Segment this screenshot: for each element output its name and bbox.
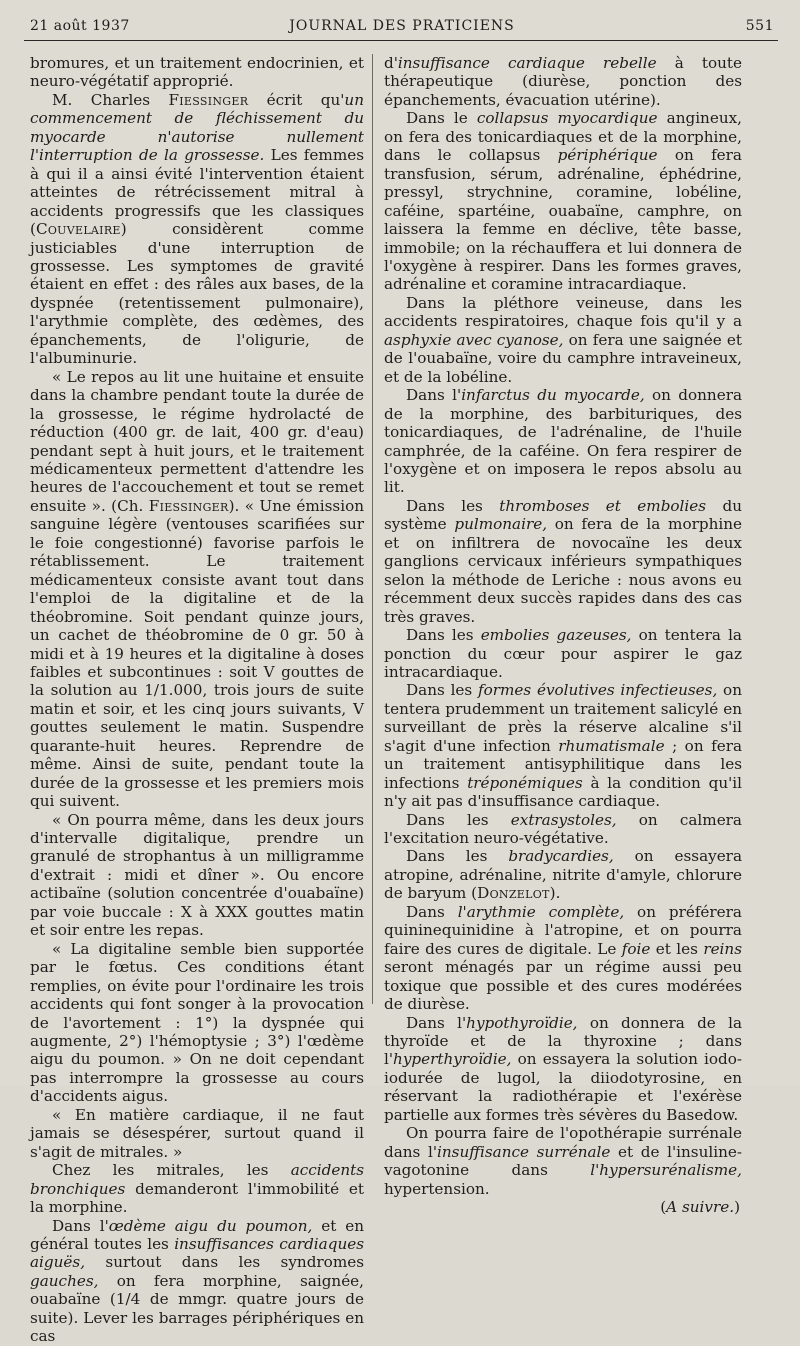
emphasis-text: collapsus myocardique bbox=[476, 109, 658, 128]
paragraph bbox=[30, 368, 364, 811]
emphasis-text: formes évolutives infectieuses, bbox=[477, 681, 718, 700]
text-run: on tentera la ponction du cœur pour aspirer le gaz intracardiaque. bbox=[384, 626, 742, 681]
emphasis-text: extrasystoles, bbox=[510, 810, 617, 829]
paragraph bbox=[384, 1198, 742, 1216]
emphasis-text: insuffisance surrénale bbox=[437, 1142, 611, 1161]
author-name: Fiessinger bbox=[168, 90, 249, 109]
issue-date: 21 août 1937 bbox=[30, 18, 130, 34]
text-run: et en général toutes les bbox=[30, 1216, 364, 1253]
text-run: bromures, et un traitement endocrinien, et neuro-végétatif approprié. bbox=[30, 54, 364, 91]
text-run: angineux, on fera des tonicardiaques et de la morphine, dans le collapsus bbox=[384, 109, 743, 165]
emphasis-text: embolies gazeuses, bbox=[480, 626, 632, 645]
text-run: « La digitaline semble bien supportée par le fœtus. Ces conditions étant remplies, on évite pour l'ordinaire les trois accidents qui font songer à la provocation de l'avortement : 1°) la dyspnée qui augmente, 2°) l'hémoptysie ; 3°) l'œdème aigu du poumon. » On ne doit cependant pas interrompre la grossesse au cours d'accidents aigus. bbox=[30, 939, 364, 1106]
emphasis-text: insuffisances cardiaques aiguës, bbox=[30, 1235, 365, 1272]
text-run: surtout dans les syndromes bbox=[85, 1253, 364, 1272]
emphasis-text: thromboses et embolies bbox=[499, 496, 707, 515]
header-rule bbox=[24, 40, 778, 41]
emphasis-text: accidents bronchiques bbox=[30, 1161, 364, 1198]
paragraph bbox=[30, 54, 364, 91]
text-run: « En matière cardiaque, il ne faut jamais se désespérer, surtout quand il s'agit de mitrales. » bbox=[30, 1105, 364, 1161]
paragraph bbox=[30, 811, 364, 940]
text-run: seront ménagés par un régime aussi peu toxique que possible et des cures modérées de diurèse. bbox=[384, 958, 742, 1014]
paragraph bbox=[384, 497, 742, 626]
paragraph bbox=[384, 1124, 742, 1198]
emphasis-text: asphyxie avec cyanose, bbox=[384, 330, 564, 349]
text-run: à toute thérapeutique (diurèse, ponction des épanchements, évacuation utérine). bbox=[384, 54, 742, 109]
text-run: Les femmes à qui il a ainsi évité l'intervention étaient atteintes de rétrécissement mitral à accidents progressifs que les classiques ( bbox=[30, 146, 365, 239]
author-name: Donzelot bbox=[477, 884, 550, 903]
emphasis-text: gauches, bbox=[30, 1271, 99, 1290]
text-run: Dans l' bbox=[52, 1216, 109, 1235]
text-run: Chez les mitrales, les bbox=[52, 1161, 291, 1180]
text-run: écrit qu' bbox=[248, 90, 345, 109]
text-run: hypertension. bbox=[384, 1179, 490, 1198]
paragraph bbox=[384, 903, 742, 1014]
text-run: ) bbox=[734, 1198, 740, 1217]
text-run: Dans les bbox=[406, 681, 478, 700]
text-run: M. Charles bbox=[52, 90, 169, 109]
text-run: Dans l' bbox=[406, 1013, 467, 1032]
text-run: Dans les bbox=[406, 847, 509, 866]
column-divider bbox=[372, 54, 373, 1004]
journal-title: JOURNAL DES PRATICIENS bbox=[289, 18, 515, 34]
page-number: 551 bbox=[745, 18, 774, 34]
text-run: On pourra faire de l'opothérapie surrénale dans l' bbox=[384, 1124, 742, 1161]
text-run: on essayera la solution iodo-iodurée de lugol, la diiodotyrosine, en réservant la radiothérapie et l'exérèse partielle aux formes très sévères du Basedow. bbox=[384, 1050, 742, 1124]
emphasis-text: un commencement de fléchissement du myocarde n'autorise nullement l'interruption de la grossesse. bbox=[30, 90, 364, 165]
text-run: Dans la pléthore veineuse, dans les accidents respiratoires, chaque fois qu'il y a bbox=[384, 293, 742, 331]
emphasis-text: infarctus du myocarde, bbox=[461, 386, 645, 405]
text-run: ). « Une émission sanguine légère (ventouses scarifiées sur le foie congestionné) favorise parfois le rétablissement. Le traitement médicamenteux consiste avant tout dans l'emploi de la digitaline et de la théobromine. Soit pendant quinze jours, un cachet de théobromine de 0 gr. 50 à midi et à 19 heures et la digitaline à doses faibles et subcontinues : soit V gouttes de la solution au 1/1.000, trois jours de suite matin et soir, et les cinq jours suivants, V gouttes seulement le matin. Suspendre quarante-huit heures. Reprendre de même. Ainsi de suite, pendant toute la durée de la grossesse et les premiers mois qui suivent. bbox=[30, 496, 364, 811]
paragraph bbox=[384, 386, 742, 497]
paragraph bbox=[384, 626, 742, 681]
paragraph bbox=[384, 811, 742, 848]
paragraph bbox=[384, 681, 742, 810]
paragraph bbox=[384, 54, 742, 109]
emphasis-text: œdème aigu du poumon, bbox=[108, 1216, 313, 1235]
emphasis-text: foie bbox=[621, 939, 651, 958]
text-run: et de l'insuline-vagotonine dans bbox=[384, 1142, 742, 1180]
author-name: Couvelaire bbox=[35, 220, 121, 239]
text-run: Dans le bbox=[406, 109, 477, 128]
paragraph bbox=[30, 940, 364, 1106]
paragraph bbox=[384, 1014, 742, 1125]
emphasis-text: pulmonaire, bbox=[454, 515, 548, 534]
text-run: on fera transfusion, sérum, adrénaline, éphédrine, pressyl, strychnine, coramine, lobéline, caféine, spartéine, ouabaïne, camphre, on laissera la femme en déclive, tête basse, immobile; on la réchauffera et lui donnera de l'oxygène à respirer. Dans les formes graves, adrénaline et coramine intracardiaque. bbox=[384, 146, 742, 294]
text-run: on donnera de la morphine, des barbituriques, des tonicardiaques, de l'adrénaline, de l'huile camphrée, de la caféine. On fera respirer de l'oxygène et on imposera le repos absolu au lit. bbox=[384, 386, 743, 497]
emphasis-text: périphérique bbox=[557, 146, 658, 165]
emphasis-text: tréponémiques bbox=[467, 773, 583, 792]
paragraph bbox=[384, 847, 742, 902]
paragraph bbox=[30, 1217, 364, 1346]
text-run: Dans bbox=[406, 902, 458, 921]
text-run: d' bbox=[384, 54, 398, 72]
text-run: « On pourra même, dans les deux jours d'intervalle digitalique, prendre un granulé de strophantus à un milligramme d'extrait : midi et dîner ». Ou encore actibaïne (solution concentrée d'ouabaïne) par voie buccale : X à XXX gouttes matin et soir entre les repas. bbox=[30, 810, 364, 940]
text-run: on essayera atropine, adrénaline, nitrite d'amyle, chlorure de baryum ( bbox=[384, 847, 742, 903]
text-run: à la condition qu'il n'y ait pas d'insuffisance cardiaque. bbox=[384, 773, 742, 811]
paragraph bbox=[384, 294, 742, 386]
paragraph bbox=[30, 1106, 364, 1161]
emphasis-text: hyperthyroïdie, bbox=[393, 1050, 512, 1069]
text-run: on fera une saignée et de l'ouabaïne, voire du camphre intraveineux, et de la lobéline. bbox=[384, 330, 742, 386]
emphasis-text: reins bbox=[703, 939, 742, 958]
text-run: ) considèrent comme justiciables d'une interruption de grossesse. Les symptomes de gravité étaient en effet : des râles aux bases, de la dyspnée (retentissement pulmonaire), l'arythmie complète, des œdèmes, des épanchements, de l'oligurie, de l'albuminurie. bbox=[30, 220, 364, 368]
paragraph bbox=[384, 109, 742, 294]
text-run: et les bbox=[650, 939, 704, 958]
emphasis-text: l'arythmie complète, bbox=[457, 902, 625, 921]
emphasis-text: hypothyroïdie, bbox=[466, 1013, 578, 1032]
text-run: on fera morphine, saignée, ouabaïne (1/4 de mmgr. quatre jours de suite). Lever les barrages périphériques en cas bbox=[30, 1271, 364, 1346]
emphasis-text: bradycardies, bbox=[508, 847, 614, 866]
left-column bbox=[30, 54, 364, 1346]
emphasis-text: l'hypersurénalisme, bbox=[590, 1161, 742, 1180]
text-run: on calmera l'excitation neuro-végétative. bbox=[384, 810, 742, 848]
emphasis-text: insuffisance cardiaque rebelle bbox=[397, 54, 657, 72]
text-run: demanderont l'immobilité et la morphine. bbox=[30, 1179, 364, 1217]
text-run: Dans les bbox=[406, 626, 481, 645]
text-run: Dans les bbox=[406, 810, 511, 829]
text-run: Dans l' bbox=[406, 386, 462, 405]
author-name: Fiessinger bbox=[148, 496, 229, 515]
paragraph bbox=[30, 1161, 364, 1216]
text-run: du système bbox=[384, 496, 742, 534]
text-run: on fera de la morphine et on infiltrera de novocaïne les deux ganglions cervicaux inférieurs sympathiques selon la méthode de Leriche : nous avons eu récemment deux succès rapides dans des cas très graves. bbox=[384, 515, 742, 626]
text-run: ; on fera un traitement antisyphilitique dans les infections bbox=[384, 736, 743, 792]
text-run: on donnera de la thyroïde et de la thyroxine ; dans l' bbox=[384, 1013, 743, 1069]
text-run: ). bbox=[549, 884, 561, 903]
text-run: on préférera quininequinidine à l'atropine, et on pourra faire des cures de digitale. Le bbox=[384, 902, 742, 958]
text-run: on tentera prudemment un traitement salicylé en surveillant de près la réserve alcaline s'il s'agit d'une infection bbox=[384, 681, 742, 755]
emphasis-text: rhumatismale bbox=[558, 736, 665, 755]
page-header bbox=[30, 16, 774, 38]
emphasis-text: A suivre. bbox=[666, 1198, 735, 1217]
text-run: Dans les bbox=[406, 496, 500, 515]
text-run: ( bbox=[660, 1198, 667, 1217]
right-column bbox=[384, 54, 742, 1217]
paragraph bbox=[30, 91, 364, 368]
text-run: « Le repos au lit une huitaine et ensuite dans la chambre pendant toute la durée de la grossesse, le régime hydrolacté de réduction (400 gr. de lait, 400 gr. d'eau) pendant sept à huit jours, et le traitement médicamenteux permettent d'attendre les heures de l'accouchement et tout se remet ensuite ». (Ch. bbox=[30, 367, 364, 515]
